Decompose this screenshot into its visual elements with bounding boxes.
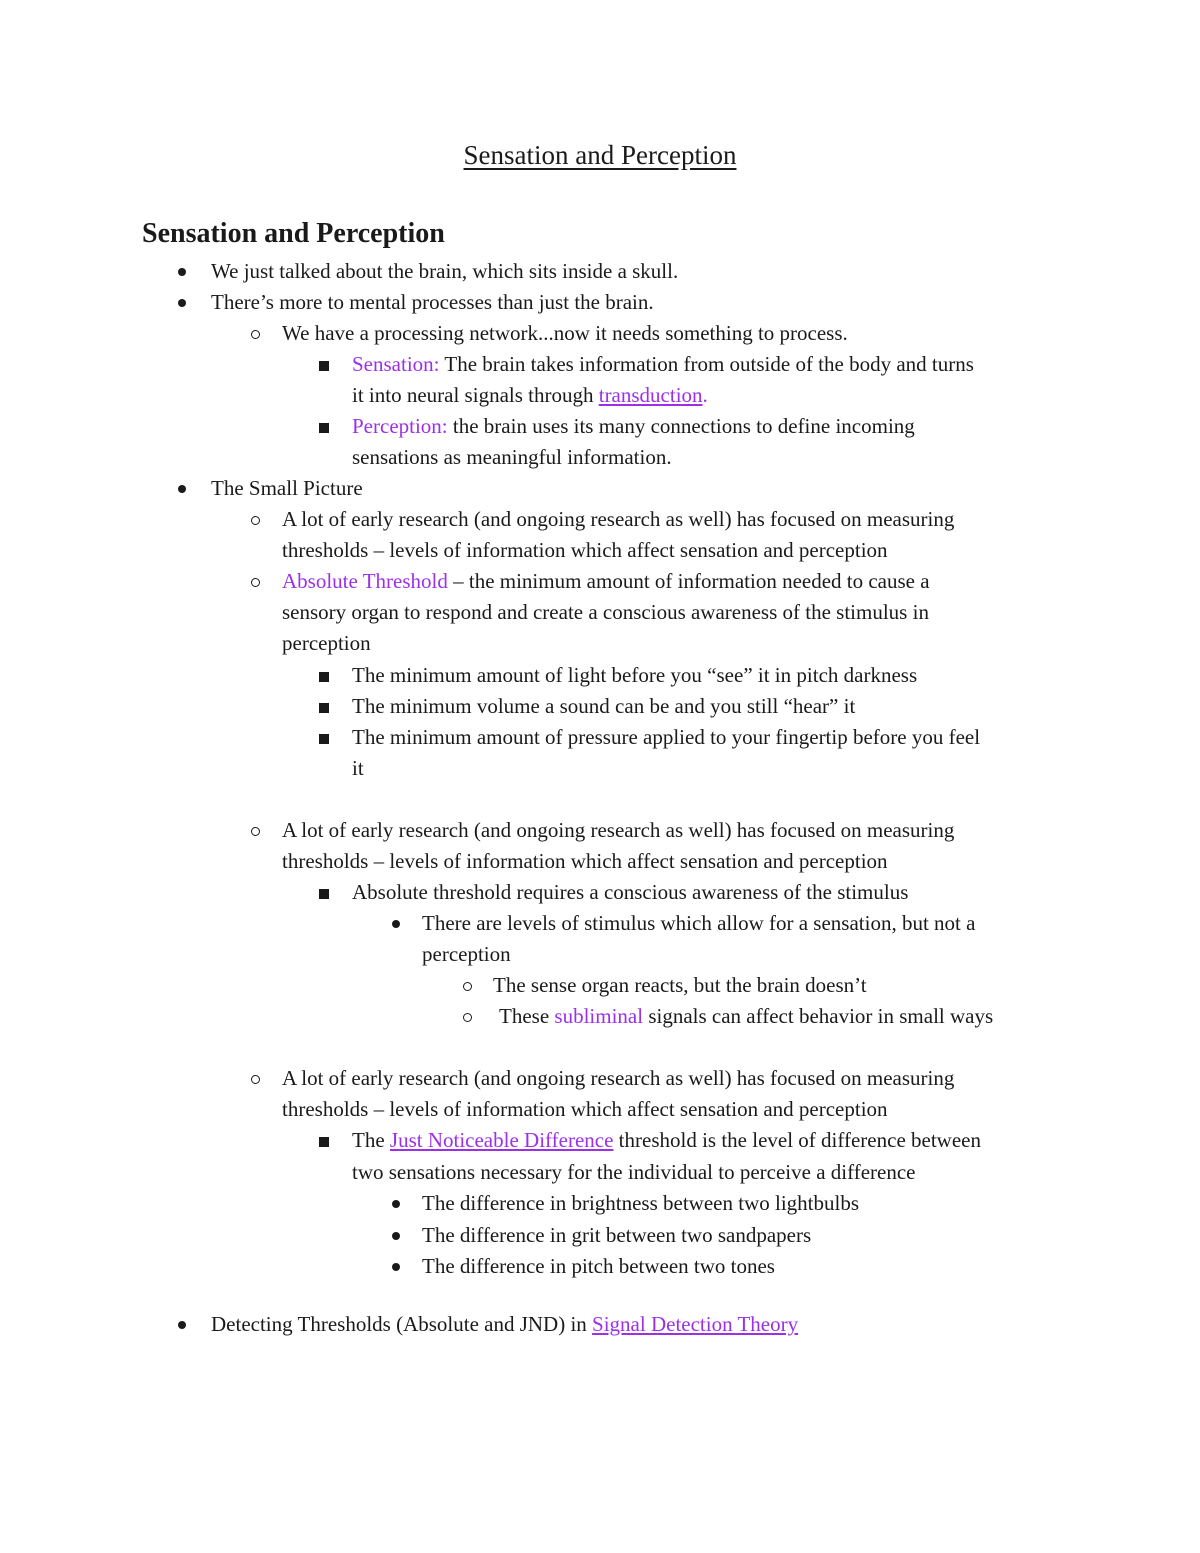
list-item: A lot of early research (and ongoing research as well) has focused on measuring — [282, 818, 955, 842]
list-item: There are levels of stimulus which allow for a sensation, but not a — [422, 911, 976, 935]
list-item-continuation: perception — [422, 942, 511, 966]
sensation-term: Sensation: — [352, 352, 440, 376]
bullet-square — [319, 1137, 329, 1147]
bullet-circle — [463, 982, 472, 991]
list-item-sensation: Sensation: The brain takes information from outside of the body and turns — [352, 352, 974, 376]
list-item: We just talked about the brain, which sits inside a skull. — [211, 259, 679, 283]
subliminal-term: subliminal — [554, 1004, 644, 1028]
bullet-disc — [178, 299, 186, 307]
jnd-link[interactable]: Just Noticeable Difference — [389, 1128, 614, 1152]
list-item: There’s more to mental processes than just the brain. — [211, 290, 654, 314]
list-item: The minimum amount of pressure applied to your fingertip before you feel — [352, 725, 981, 749]
absolute-threshold-term: Absolute Threshold — [282, 569, 448, 593]
list-item-perception: Perception: the brain uses its many connections to define incoming — [352, 414, 915, 438]
bullet-disc — [392, 920, 400, 928]
list-item: A lot of early research (and ongoing research as well) has focused on measuring — [282, 507, 955, 531]
list-item-continuation: thresholds – levels of information which affect sensation and perception — [282, 849, 888, 873]
bullet-circle — [251, 516, 260, 525]
bullet-square — [319, 672, 329, 682]
bullet-square — [319, 703, 329, 713]
bullet-circle — [251, 827, 260, 836]
list-item-continuation: it into neural signals through transduction. — [352, 383, 708, 407]
list-item: The difference in pitch between two tones — [422, 1254, 775, 1278]
list-item-continuation: it — [352, 756, 364, 780]
list-item-continuation: perception — [282, 631, 371, 655]
bullet-circle — [251, 578, 260, 587]
list-item: The sense organ reacts, but the brain doesn’t — [493, 973, 867, 997]
list-item: Absolute threshold requires a conscious awareness of the stimulus — [352, 880, 909, 904]
list-item-subliminal: These subliminal signals can affect behavior in small ways — [499, 1004, 994, 1028]
list-item-detecting: Detecting Thresholds (Absolute and JND) in Signal Detection Theory — [211, 1312, 799, 1336]
list-item-continuation: sensations as meaningful information. — [352, 445, 672, 469]
bullet-square — [319, 361, 329, 371]
list-item-continuation: two sensations necessary for the individual to perceive a difference — [352, 1160, 916, 1184]
bullet-square — [319, 889, 329, 899]
list-item-continuation: sensory organ to respond and create a conscious awareness of the stimulus in — [282, 600, 929, 624]
bullet-square — [319, 423, 329, 433]
signal-detection-theory-link[interactable]: Signal Detection Theory — [592, 1312, 799, 1336]
bullet-circle — [463, 1013, 472, 1022]
list-item-continuation: thresholds – levels of information which affect sensation and perception — [282, 1097, 888, 1121]
list-item: The Small Picture — [211, 476, 363, 500]
list-item-continuation: thresholds – levels of information which affect sensation and perception — [282, 538, 888, 562]
section-heading: Sensation and Perception — [142, 218, 445, 249]
list-item: The difference in grit between two sandpapers — [422, 1223, 812, 1247]
list-item: The minimum amount of light before you “see” it in pitch darkness — [352, 663, 918, 687]
bullet-circle — [251, 1075, 260, 1084]
list-item-jnd: The Just Noticeable Difference threshold is the level of difference between — [352, 1128, 981, 1152]
bullet-disc — [392, 1232, 400, 1240]
perception-term: Perception: — [352, 414, 448, 438]
list-item: A lot of early research (and ongoing research as well) has focused on measuring — [282, 1066, 955, 1090]
document-title: Sensation and Perception — [463, 140, 737, 170]
list-item: We have a processing network...now it needs something to process. — [282, 321, 848, 345]
bullet-circle — [251, 330, 260, 339]
bullet-square — [319, 734, 329, 744]
bullet-disc — [178, 1321, 186, 1329]
bullet-disc — [392, 1200, 400, 1208]
bullet-disc — [178, 485, 186, 493]
list-item-absolute-threshold: Absolute Threshold – the minimum amount of information needed to cause a — [282, 569, 930, 593]
list-item: The difference in brightness between two lightbulbs — [422, 1191, 860, 1215]
bullet-disc — [178, 268, 186, 276]
list-item: The minimum volume a sound can be and you still “hear” it — [352, 694, 856, 718]
bullet-disc — [392, 1263, 400, 1271]
transduction-link[interactable]: transduction — [598, 383, 703, 407]
